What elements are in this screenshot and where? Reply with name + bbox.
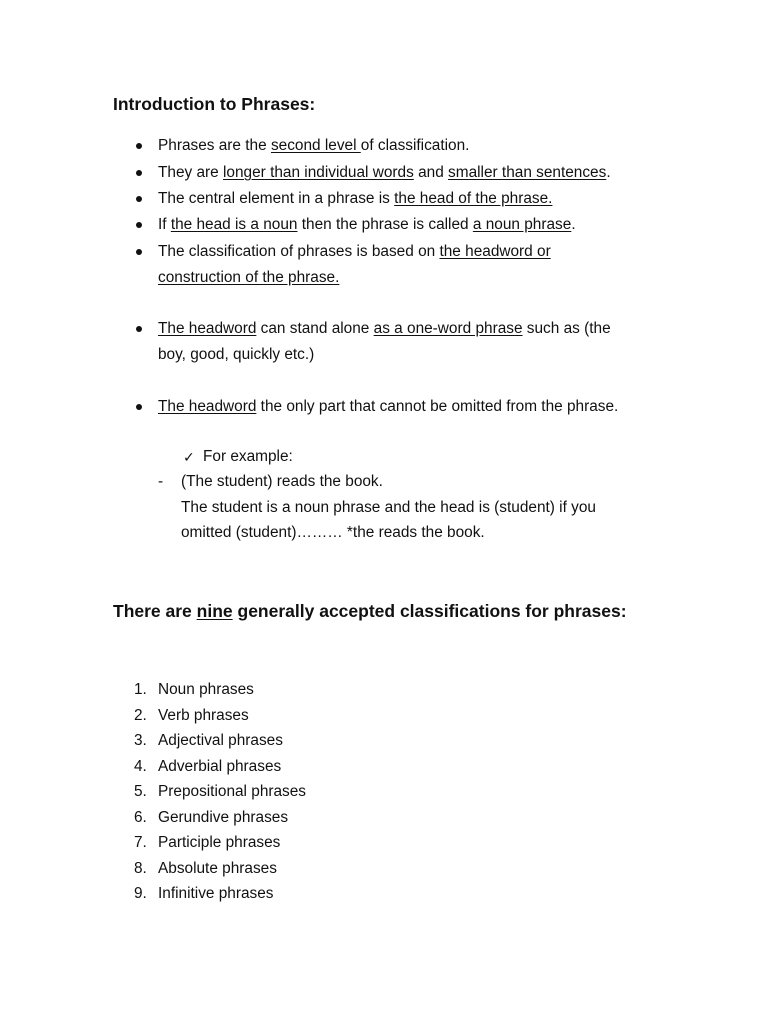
list-item: Absolute phrases [158, 860, 277, 877]
example-explanation-line-1: The student is a noun phrase and the head is (student) if you [181, 499, 596, 516]
underlined-phrase: a noun phrase [472, 216, 572, 233]
example-label: For example: [203, 448, 293, 465]
text-run: and [413, 164, 449, 181]
bullet-icon [136, 170, 142, 176]
bullet-item [158, 136, 469, 156]
dash-marker: - [158, 473, 164, 490]
list-number: 4. [134, 758, 147, 775]
bullet-item [158, 242, 551, 262]
bullet-item [158, 397, 618, 417]
underlined-phrase: as a one-word phrase [373, 320, 523, 337]
text-run: . [606, 164, 611, 181]
text-run: such as (the [522, 320, 611, 337]
underlined-phrase: the headword or [439, 243, 551, 260]
bullet-icon [136, 404, 142, 410]
bullet-icon [136, 326, 142, 332]
bullet-item [158, 189, 552, 209]
list-number: 8. [134, 860, 147, 877]
section-heading-classifications [113, 601, 627, 622]
text-run: The central element in a phrase is [158, 190, 395, 207]
list-number: 5. [134, 783, 147, 800]
list-item: Adverbial phrases [158, 758, 282, 775]
list-number: 6. [134, 809, 147, 826]
bullet-item-continuation [158, 345, 314, 365]
bullet-item [158, 319, 611, 339]
list-number: 1. [134, 681, 147, 698]
bullet-icon [136, 143, 142, 149]
underlined-phrase: second level [270, 137, 361, 154]
text-run: They are [158, 164, 224, 181]
list-number: 2. [134, 707, 147, 724]
underlined-phrase: longer than individual words [223, 164, 414, 181]
list-item: Prepositional phrases [158, 783, 307, 800]
text-run: the only part that cannot be omitted from the phrase. [256, 398, 619, 415]
bullet-icon [136, 222, 142, 228]
list-number: 7. [134, 834, 147, 851]
text-run: The classification of phrases is based on [158, 243, 440, 260]
list-number: 9. [134, 885, 147, 902]
example-explanation-line-2: omitted (student)……… *the reads the book. [181, 524, 485, 541]
text-run: boy, good, quickly etc.) [158, 346, 315, 363]
list-item: Gerundive phrases [158, 809, 289, 826]
example-sentence: (The student) reads the book. [181, 473, 383, 490]
text-run: . [571, 216, 576, 233]
list-item: Infinitive phrases [158, 885, 274, 902]
underlined-phrase: smaller than sentences [448, 164, 607, 181]
bullet-icon [136, 196, 142, 202]
text-run: If [158, 216, 171, 233]
underlined-phrase: construction of the phrase. [158, 269, 340, 286]
bullet-icon [136, 249, 142, 255]
heading-text-nine: nine [196, 601, 233, 621]
underlined-phrase: The headword [158, 398, 257, 415]
list-item: Verb phrases [158, 707, 249, 724]
text-run: Phrases are the [158, 137, 271, 154]
text-run: of classification. [360, 137, 470, 154]
heading-text-pre: There are [113, 601, 197, 621]
heading-text-post: generally accepted classifications for phrases: [232, 601, 627, 621]
list-item: Noun phrases [158, 681, 254, 698]
section-heading-introduction: Introduction to Phrases: [113, 94, 316, 114]
list-item: Participle phrases [158, 834, 281, 851]
list-number: 3. [134, 732, 147, 749]
text-run: then the phrase is called [297, 216, 473, 233]
bullet-item [158, 215, 576, 235]
list-item: Adjectival phrases [158, 732, 283, 749]
checkmark-icon: ✓ [183, 449, 195, 465]
bullet-item [158, 163, 611, 183]
underlined-phrase: the head of the phrase. [394, 190, 553, 207]
text-run: can stand alone [256, 320, 374, 337]
bullet-item-continuation [158, 268, 339, 288]
underlined-phrase: the head is a noun [170, 216, 298, 233]
underlined-phrase: The headword [158, 320, 257, 337]
